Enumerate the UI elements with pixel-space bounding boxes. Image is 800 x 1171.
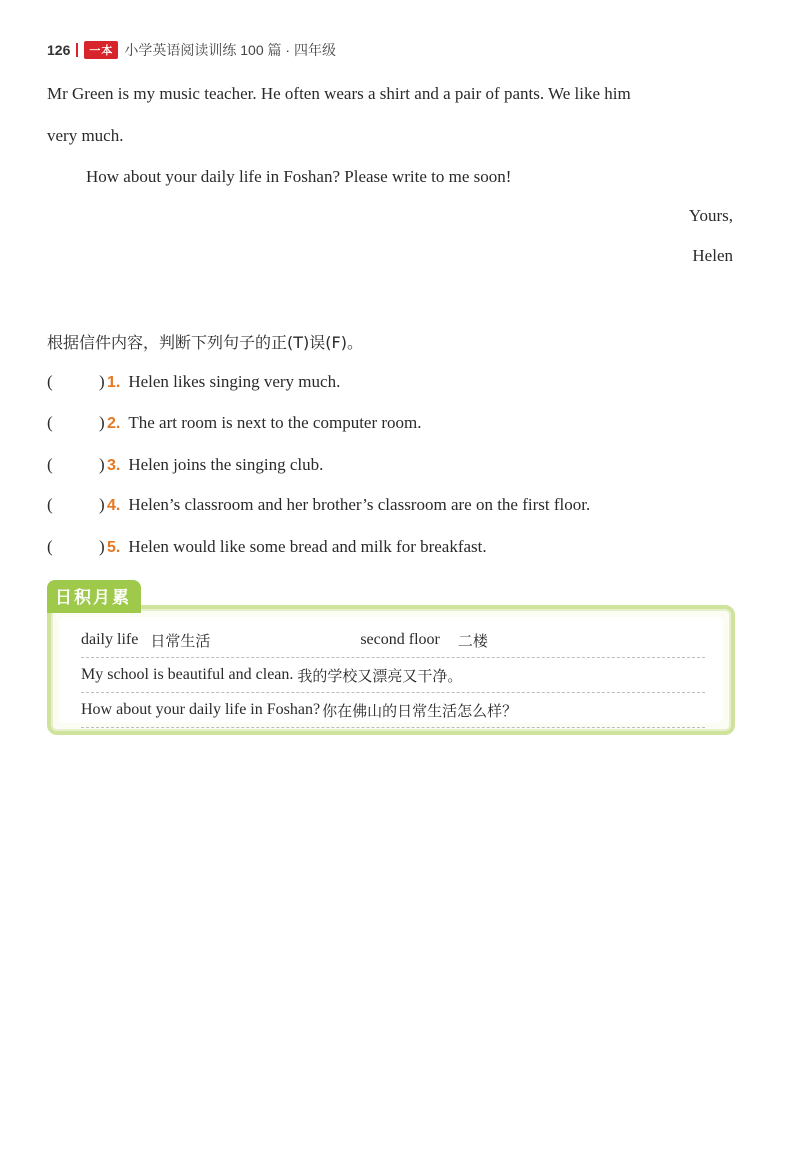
vocab-box xyxy=(47,605,735,735)
question-item xyxy=(47,455,323,475)
vocab-row xyxy=(81,693,705,728)
vocab-box-title: 日积月累 xyxy=(47,580,141,613)
vocab-term: daily life xyxy=(81,631,139,648)
question-text: The art room is next to the computer room. xyxy=(128,413,422,432)
vocab-term: second floor xyxy=(360,631,440,648)
answer-blank-open: ( xyxy=(47,413,53,432)
question-text: Helen’s classroom and her brother’s classroom are on the first floor. xyxy=(128,495,591,514)
question-number: 3. xyxy=(107,457,121,474)
answer-blank-close: ) xyxy=(99,495,105,514)
vocab-sentence: My school is beautiful and clean. xyxy=(81,666,294,683)
question-text: Helen likes singing very much. xyxy=(128,372,341,391)
answer-blank-close: ) xyxy=(99,455,105,474)
answer-blank-close: ) xyxy=(99,537,105,556)
vocab-sentence: How about your daily life in Foshan? xyxy=(81,701,321,718)
vocab-translation: 我的学校又漂亮又干净。 xyxy=(297,666,463,685)
question-text: Helen would like some bread and milk for breakfast. xyxy=(128,537,487,556)
letter-line-2: very much. xyxy=(47,126,124,145)
question-number: 2. xyxy=(107,415,121,432)
answer-blank-open: ( xyxy=(47,455,53,474)
question-number: 1. xyxy=(107,374,121,391)
vocab-row xyxy=(81,623,705,658)
answer-blank-open: ( xyxy=(47,537,53,556)
page-number: 126 xyxy=(47,42,71,58)
book-title: 小学英语阅读训练 100 篇 · 四年级 xyxy=(124,42,336,58)
vocab-row xyxy=(81,658,705,693)
vocab-translation: 你在佛山的日常生活怎么样？ xyxy=(322,701,518,720)
answer-blank-close: ) xyxy=(99,372,105,391)
question-item xyxy=(47,372,340,392)
letter-line-3: How about your daily life in Foshan? Please write to me soon! xyxy=(86,167,512,186)
header-divider xyxy=(76,43,78,57)
question-number: 5. xyxy=(107,539,121,556)
letter-closing: Yours, xyxy=(688,206,733,225)
letter-line-1: Mr Green is my music teacher. He often wears a shirt and a pair of pants. We like him xyxy=(47,84,631,103)
letter-signature: Helen xyxy=(692,246,733,265)
exercise-instruction: 根据信件内容，判断下列句子的正(T)误(F)。 xyxy=(47,333,363,352)
question-item xyxy=(47,495,590,515)
vocab-translation: 二楼 xyxy=(457,631,488,650)
question-item xyxy=(47,413,422,433)
vocab-box-inner xyxy=(59,617,723,723)
vocab-translation: 日常生活 xyxy=(150,631,211,650)
brand-logo: 一本 xyxy=(84,41,118,59)
question-text: Helen joins the singing club. xyxy=(128,455,324,474)
answer-blank-open: ( xyxy=(47,495,53,514)
question-item xyxy=(47,537,487,557)
question-number: 4. xyxy=(107,497,121,514)
page-header xyxy=(47,40,336,60)
answer-blank-open: ( xyxy=(47,372,53,391)
answer-blank-close: ) xyxy=(99,413,105,432)
